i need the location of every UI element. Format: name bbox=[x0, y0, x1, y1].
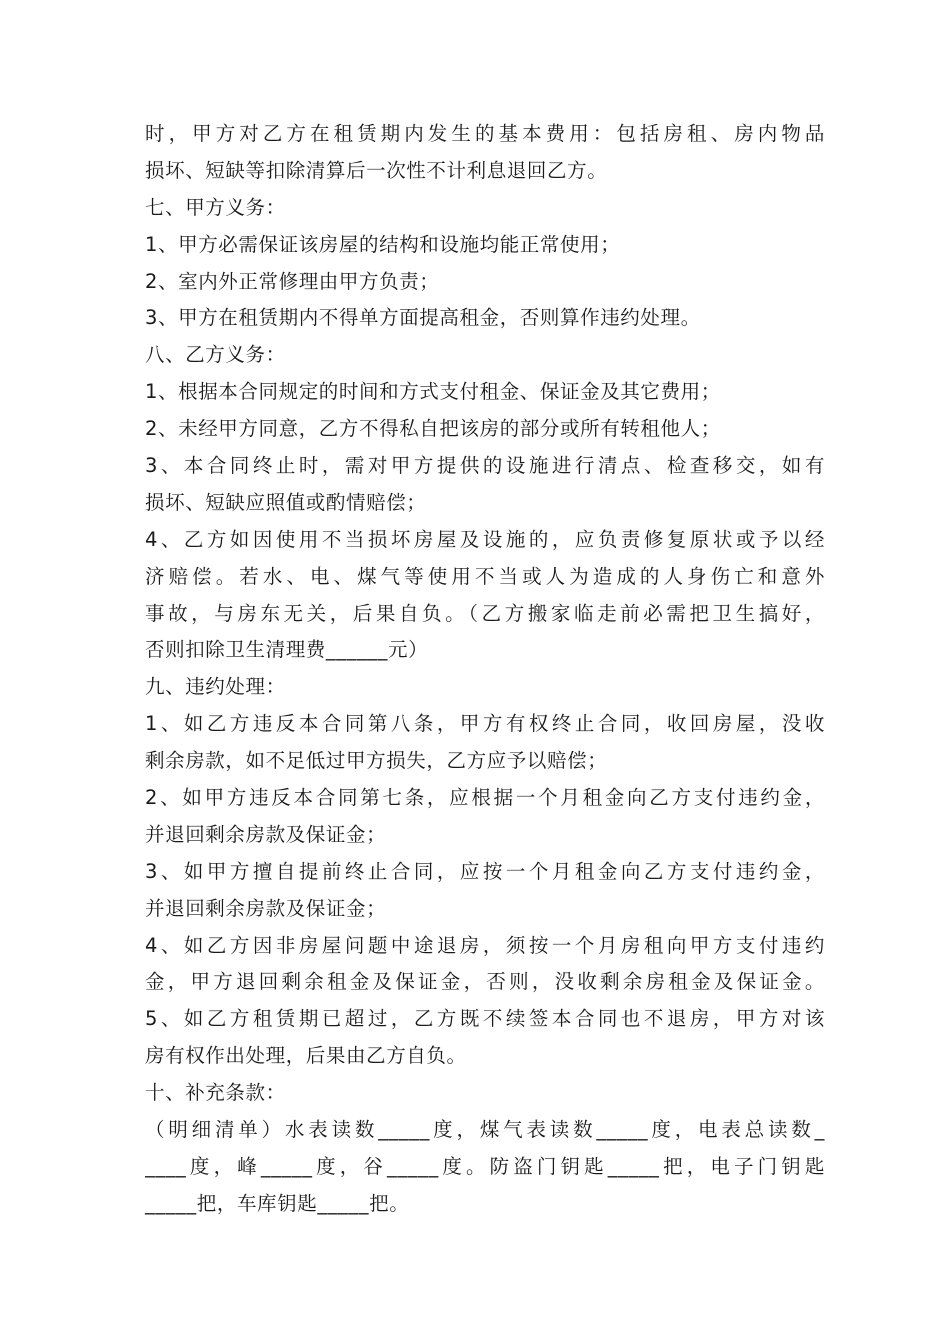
text-line: 并退回剩余房款及保证金； bbox=[145, 896, 387, 920]
section-heading: 八、乙方义务： bbox=[145, 343, 286, 367]
text-line: 事故，与房东无关，后果自负。（乙方搬家临走前必需把卫生搞好， bbox=[145, 601, 825, 625]
document-body bbox=[145, 116, 825, 1223]
text-line: 房有权作出处理，后果由乙方自负。 bbox=[145, 1044, 467, 1068]
text-line: 损坏、短缺应照值或酌情赔偿； bbox=[145, 490, 427, 514]
text-line: （明细清单）水表读数_____度，煤气表读数_____度，电表总读数_ bbox=[145, 1118, 825, 1142]
section-heading: 九、违约处理： bbox=[145, 675, 286, 699]
text-line: _____把，车库钥匙_____把。 bbox=[145, 1191, 410, 1215]
text-line: ____度，峰_____度，谷_____度。防盗门钥匙_____把，电子门钥匙 bbox=[145, 1154, 825, 1178]
text-line: 1、根据本合同规定的时间和方式支付租金、保证金及其它费用； bbox=[145, 380, 721, 404]
text-line: 4、如乙方因非房屋问题中途退房，须按一个月房租向甲方支付违约 bbox=[145, 933, 825, 957]
text-line: 剩余房款，如不足低过甲方损失，乙方应予以赔偿； bbox=[145, 749, 608, 773]
text-line: 损坏、短缺等扣除清算后一次性不计利息退回乙方。 bbox=[145, 158, 608, 182]
text-line: 5、如乙方租赁期已超过，乙方既不续签本合同也不退房，甲方对该 bbox=[145, 1007, 825, 1031]
text-line: 金，甲方退回剩余租金及保证金，否则，没收剩余房租金及保证金。 bbox=[145, 970, 825, 994]
text-line: 2、室内外正常修理由甲方负责； bbox=[145, 269, 440, 293]
text-line: 济赔偿。若水、电、煤气等使用不当或人为造成的人身伤亡和意外 bbox=[145, 564, 825, 588]
text-line: 3、如甲方擅自提前终止合同，应按一个月租金向乙方支付违约金， bbox=[145, 859, 825, 883]
text-line: 2、未经甲方同意，乙方不得私自把该房的部分或所有转租他人； bbox=[145, 417, 721, 441]
text-line: 否则扣除卫生清理费______元） bbox=[145, 638, 429, 662]
text-line: 1、如乙方违反本合同第八条，甲方有权终止合同，收回房屋，没收 bbox=[145, 712, 825, 736]
text-line: 时，甲方对乙方在租赁期内发生的基本费用：包括房租、房内物品 bbox=[145, 122, 825, 145]
text-line: 2、如甲方违反本合同第七条，应根据一个月租金向乙方支付违约金， bbox=[145, 786, 825, 810]
section-heading: 七、甲方义务： bbox=[145, 195, 286, 219]
text-line: 4、乙方如因使用不当损坏房屋及设施的，应负责修复原状或予以经 bbox=[145, 527, 825, 551]
text-line: 1、甲方必需保证该房屋的结构和设施均能正常使用； bbox=[145, 232, 621, 256]
text-line: 3、甲方在租赁期内不得单方面提高租金，否则算作违约处理。 bbox=[145, 306, 701, 330]
text-line: 3、本合同终止时，需对甲方提供的设施进行清点、检查移交，如有 bbox=[145, 454, 825, 478]
section-heading: 十、补充条款： bbox=[145, 1081, 286, 1105]
text-line: 并退回剩余房款及保证金； bbox=[145, 822, 387, 846]
